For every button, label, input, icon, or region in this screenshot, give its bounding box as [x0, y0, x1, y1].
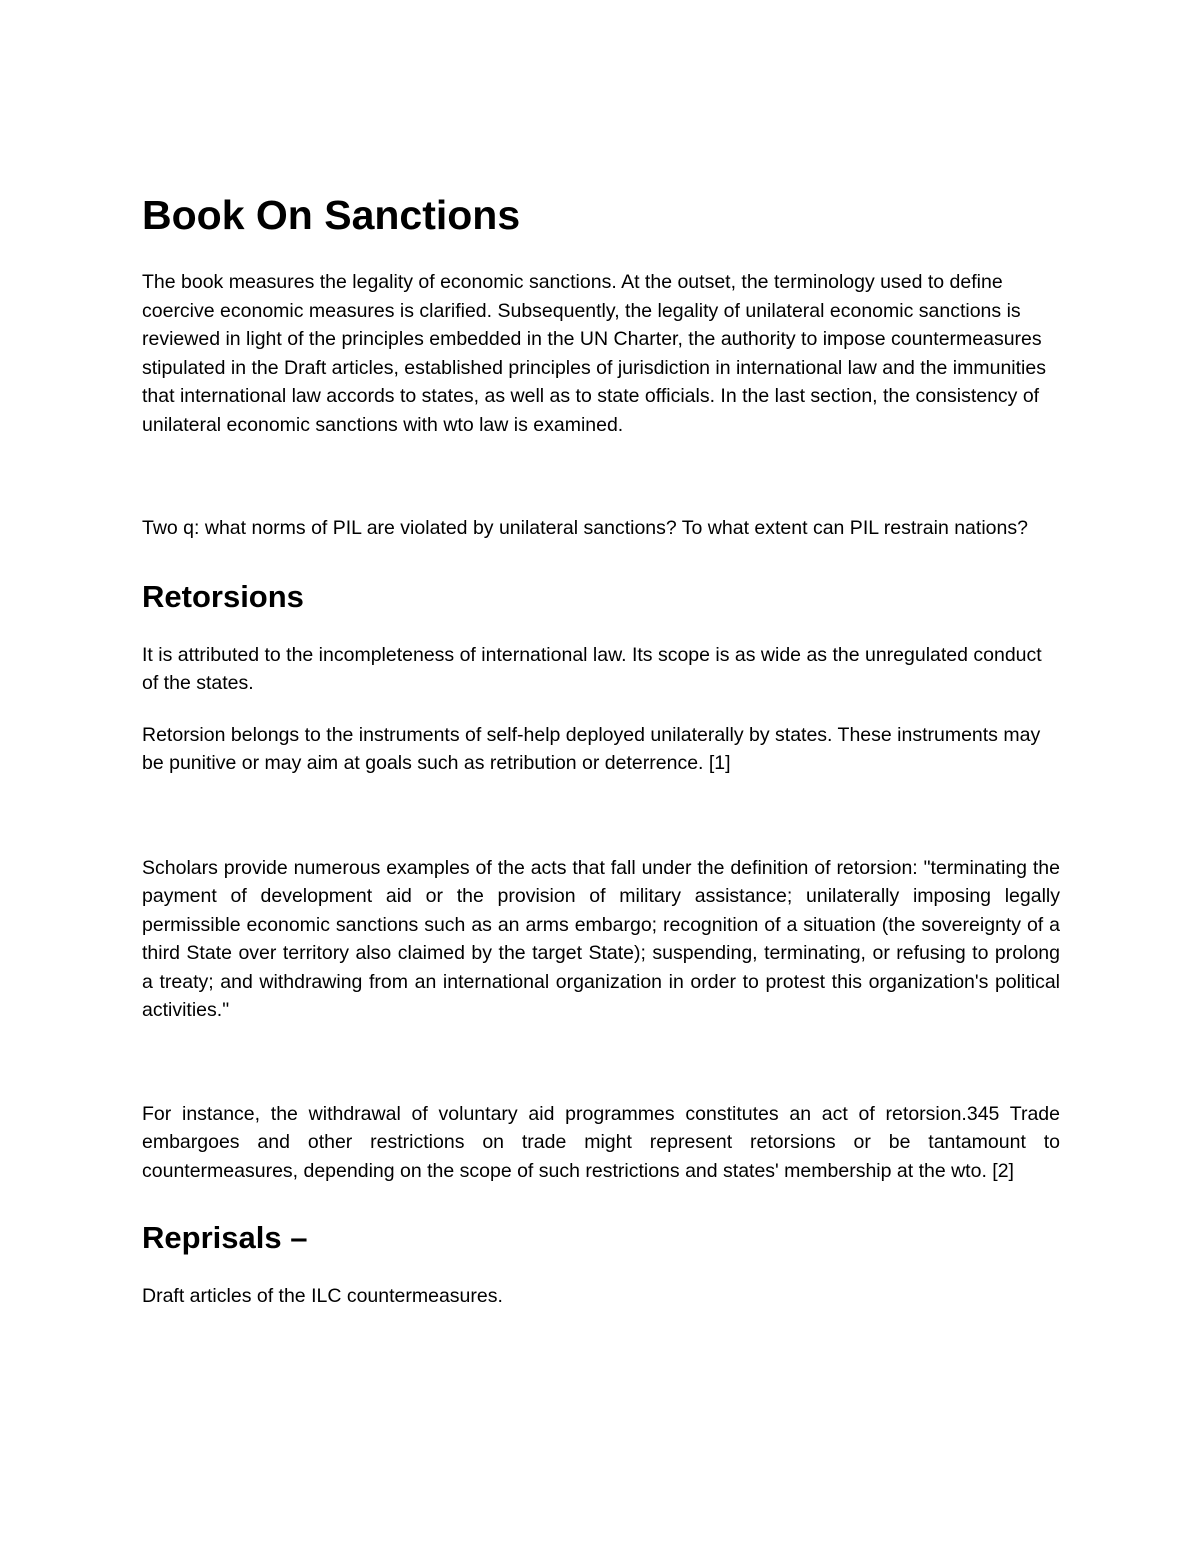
document-title: Book On Sanctions — [142, 192, 521, 238]
retorsions-paragraph-3: Scholars provide numerous examples of the acts that fall under the definition of retorsion: "terminating the payment of development aid or the provision of military assistance; unilaterally imposing legally permissible economic sanctions such as an arms embargo; recognition of a situation (the sovereignty of a third State over territory also claimed by the target State); suspending, terminating, or refusing to prolong a treaty; and withdrawing from an international organization in order to protest this organization's political activities." — [142, 856, 1060, 1021]
reprisals-paragraph-1: Draft articles of the ILC countermeasures. — [142, 1285, 503, 1307]
retorsions-paragraph-4: For instance, the withdrawal of voluntary aid programmes constitutes an act of retorsion.345 Trade embargoes and other restrictions on trade might represent retorsions or be tantamount to countermeasures, depending on the scope of such restrictions and states' membership at the wto. [2] — [142, 1102, 1060, 1182]
two-questions-paragraph: Two q: what norms of PIL are violated by unilateral sanctions? To what extent can PIL restrain nations? — [142, 517, 1028, 539]
document-page — [142, 188, 1060, 1311]
retorsions-paragraph-2: Retorsion belongs to the instruments of self-help deployed unilaterally by states. These instruments may be punitive or may aim at goals such as retribution or deterrence. [1] — [142, 723, 1041, 774]
intro-paragraph: The book measures the legality of economic sanctions. At the outset, the terminology used to define coercive economic measures is clarified. Subsequently, the legality of unilateral economic sanctions is reviewed in light of the principles embedded in the UN Charter, the authority to impose countermeasures stipulated in the Draft articles, established principles of jurisdiction in international law and the immunities that international law accords to states, as well as to state officials. In the last section, the consistency of unilateral economic sanctions with wto law is examined. — [142, 271, 1046, 436]
retorsions-paragraph-1: It is attributed to the incompleteness of international law. Its scope is as wide as the unregulated conduct of the states. — [142, 643, 1042, 694]
retorsions-heading: Retorsions — [142, 578, 304, 614]
reprisals-heading: Reprisals – — [142, 1220, 308, 1255]
